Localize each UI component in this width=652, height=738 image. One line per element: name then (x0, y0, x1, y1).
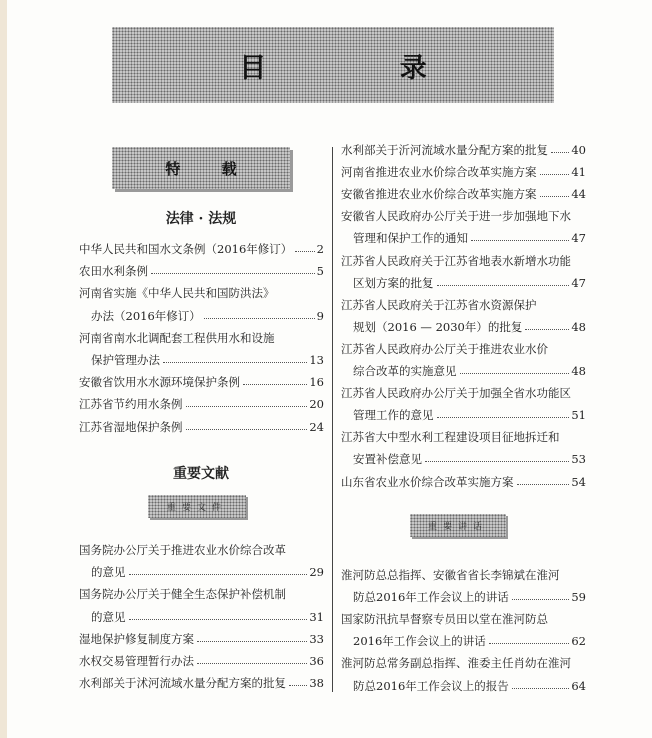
toc-entry[interactable] (79, 323, 324, 345)
sub-banner-speeches: 重要讲话 (410, 514, 506, 537)
toc-entry[interactable] (341, 179, 586, 201)
toc-page-number: 51 (571, 408, 586, 423)
toc-leader-dots (551, 152, 569, 153)
toc-entry-title: 综合改革的实施意见 (353, 364, 457, 378)
toc-entry[interactable] (79, 646, 324, 668)
toc-entry-title: 保护管理办法 (91, 353, 160, 367)
toc-entry[interactable] (353, 626, 586, 648)
toc-entry[interactable] (341, 378, 586, 400)
toc-entry-title: 江苏省人民政府办公厅关于推进农业水价 (341, 341, 548, 356)
toc-leader-dots (471, 240, 569, 241)
toc-entry-title: 办法（2016年修订） (91, 308, 201, 323)
toc-entry[interactable] (91, 602, 324, 624)
toc-entry-title: 安置补偿意见 (353, 452, 422, 467)
toc-entry[interactable] (79, 278, 324, 300)
toc-entry[interactable] (79, 234, 324, 256)
toc-page-number: 29 (309, 565, 324, 580)
toc-page-number: 47 (571, 275, 586, 290)
toc-entry-title: 管理和保护工作的通知 (353, 231, 468, 246)
toc-entry[interactable] (341, 157, 586, 179)
catalog-page (7, 0, 652, 738)
section-banner (112, 147, 290, 189)
toc-leader-dots (512, 599, 570, 600)
toc-entry-title: 安徽省饮用水水源环境保护条例 (79, 375, 240, 390)
toc-entry-title: 国家防汛抗旱督察专员田以堂在淮河防总 (341, 612, 548, 627)
toc-leader-dots (437, 417, 570, 418)
toc-entry-title: 安徽省人民政府办公厅关于进一步加强地下水 (341, 209, 571, 224)
toc-page-number: 53 (571, 452, 586, 467)
toc-entry-title: 安徽省推进农业水价综合改革实施方案 (341, 187, 537, 202)
toc-entry-title: 中华人民共和国水文条例（2016年修订） (79, 242, 293, 256)
toc-leader-dots (525, 329, 569, 330)
toc-page-number: 2 (316, 242, 324, 256)
page-title: 目 录 (239, 52, 489, 84)
section-banner-label: 特 载 (165, 159, 255, 178)
toc-entry-title: 规划（2016 — 2030年）的批复 (353, 319, 523, 334)
toc-entry-title: 江苏省人民政府关于江苏省地表水新增水功能 (341, 253, 571, 268)
toc-leader-dots (186, 429, 308, 430)
toc-leader-dots (289, 685, 307, 686)
toc-entry[interactable] (353, 444, 586, 466)
toc-entry[interactable] (341, 467, 586, 489)
toc-entry-title: 水利部关于沭河流域水量分配方案的批复 (79, 676, 286, 691)
toc-page-number: 62 (571, 634, 586, 649)
toc-page-number: 24 (309, 419, 324, 434)
toc-entry-title: 淮河防总常务副总指挥、淮委主任肖幼在淮河 (341, 656, 571, 671)
toc-entry[interactable] (341, 648, 586, 670)
toc-leader-dots (295, 251, 314, 252)
toc-page-number: 16 (309, 375, 324, 390)
toc-entry[interactable] (79, 668, 324, 690)
toc-entry-title: 国务院办公厅关于健全生态保护补偿机制 (79, 587, 286, 602)
toc-leader-dots (540, 174, 570, 175)
toc-entry[interactable] (79, 389, 324, 411)
toc-leader-dots (197, 663, 307, 664)
sub-banner-docs: 重要文件 (148, 495, 246, 518)
toc-page-number: 40 (571, 143, 586, 157)
toc-page-number: 48 (571, 364, 586, 378)
toc-entry-title: 国务院办公厅关于推进农业水价综合改革 (79, 543, 286, 557)
column-divider (332, 147, 333, 692)
toc-page-number: 48 (571, 319, 586, 334)
toc-entry[interactable] (353, 312, 586, 334)
toc-page-number: 33 (309, 631, 324, 646)
toc-entry[interactable] (341, 201, 586, 223)
toc-entry[interactable] (341, 246, 586, 268)
toc-page-number: 31 (309, 609, 324, 624)
toc-leader-dots (512, 688, 570, 689)
toc-entry[interactable] (79, 367, 324, 389)
toc-page-number: 36 (309, 654, 324, 668)
toc-entry[interactable] (341, 560, 586, 582)
toc-entry[interactable] (91, 557, 324, 579)
toc-leader-dots (163, 362, 307, 363)
toc-leader-dots (186, 406, 308, 407)
toc-page-number: 9 (316, 308, 324, 323)
toc-entry-title: 河南省实施《中华人民共和国防洪法》 (79, 286, 275, 301)
toc-entry-title: 江苏省人民政府关于江苏省水资源保护 (341, 297, 537, 312)
toc-entry[interactable] (79, 535, 324, 557)
toc-entry-title: 水利部关于沂河流域水量分配方案的批复 (341, 143, 548, 157)
toc-entry[interactable] (91, 345, 324, 367)
title-banner (112, 27, 554, 103)
toc-entry[interactable] (79, 256, 324, 278)
toc-entry[interactable] (341, 334, 586, 356)
toc-entry[interactable] (341, 422, 586, 444)
toc-entry[interactable] (353, 671, 586, 693)
toc-entry-title: 山东省农业水价综合改革实施方案 (341, 474, 514, 489)
important-docs-heading: 重要文献 (173, 466, 229, 482)
toc-entry[interactable] (79, 579, 324, 601)
toc-entry-title: 湿地保护修复制度方案 (79, 631, 194, 646)
toc-entry[interactable] (79, 624, 324, 646)
toc-entry[interactable] (91, 301, 324, 323)
toc-leader-dots (243, 384, 307, 385)
toc-leader-dots (437, 285, 570, 286)
toc-entry[interactable] (353, 356, 586, 378)
toc-entry-title: 的意见 (91, 609, 126, 624)
toc-page-number: 47 (571, 231, 586, 246)
toc-entry[interactable] (341, 135, 586, 157)
toc-entry-title: 江苏省人民政府办公厅关于加强全省水功能区 (341, 386, 571, 401)
toc-leader-dots (197, 641, 307, 642)
toc-entry-title: 区划方案的批复 (353, 275, 434, 290)
law-heading: 法律 · 法规 (165, 211, 237, 227)
toc-entry[interactable] (353, 268, 586, 290)
toc-page-number: 41 (571, 165, 586, 180)
toc-page-number: 13 (309, 353, 324, 367)
toc-page-number: 5 (316, 264, 324, 279)
toc-page-number: 59 (571, 590, 586, 605)
toc-page-number: 64 (571, 678, 586, 693)
toc-entry[interactable] (341, 604, 586, 626)
toc-entry[interactable] (353, 582, 586, 604)
toc-entry-title: 2016年工作会议上的讲话 (353, 634, 486, 649)
toc-leader-dots (540, 196, 570, 197)
toc-entry-title: 淮河防总总指挥、安徽省省长李锦斌在淮河 (341, 568, 560, 582)
toc-entry-title: 农田水利条例 (79, 264, 148, 279)
toc-entry[interactable] (353, 400, 586, 422)
toc-entry-title: 江苏省湿地保护条例 (79, 419, 183, 434)
toc-entry-title: 江苏省节约用水条例 (79, 397, 183, 412)
toc-entry[interactable] (353, 223, 586, 245)
toc-leader-dots (151, 273, 315, 274)
toc-leader-dots (129, 574, 308, 575)
toc-entry-title: 防总2016年工作会议上的讲话 (353, 590, 509, 605)
toc-leader-dots (517, 484, 570, 485)
toc-leader-dots (425, 461, 569, 462)
toc-entry-title: 的意见 (91, 565, 126, 580)
toc-leader-dots (460, 373, 570, 374)
toc-entry-title: 防总2016年工作会议上的报告 (353, 678, 509, 693)
toc-entry-title: 水权交易管理暂行办法 (79, 654, 194, 668)
toc-entry-title: 管理工作的意见 (353, 408, 434, 423)
toc-entry[interactable] (79, 412, 324, 434)
toc-entry-title: 江苏省大中型水利工程建设项目征地拆迁和 (341, 430, 560, 445)
toc-page-number: 20 (309, 397, 324, 412)
toc-entry-title: 河南省南水北调配套工程供用水和设施 (79, 330, 275, 345)
toc-page-number: 54 (571, 474, 586, 489)
toc-entry-title: 河南省推进农业水价综合改革实施方案 (341, 165, 537, 180)
toc-page-number: 44 (571, 187, 586, 202)
toc-leader-dots (204, 318, 315, 319)
toc-entry[interactable] (341, 290, 586, 312)
toc-leader-dots (489, 643, 570, 644)
toc-leader-dots (129, 619, 308, 620)
toc-page-number: 38 (309, 676, 324, 691)
